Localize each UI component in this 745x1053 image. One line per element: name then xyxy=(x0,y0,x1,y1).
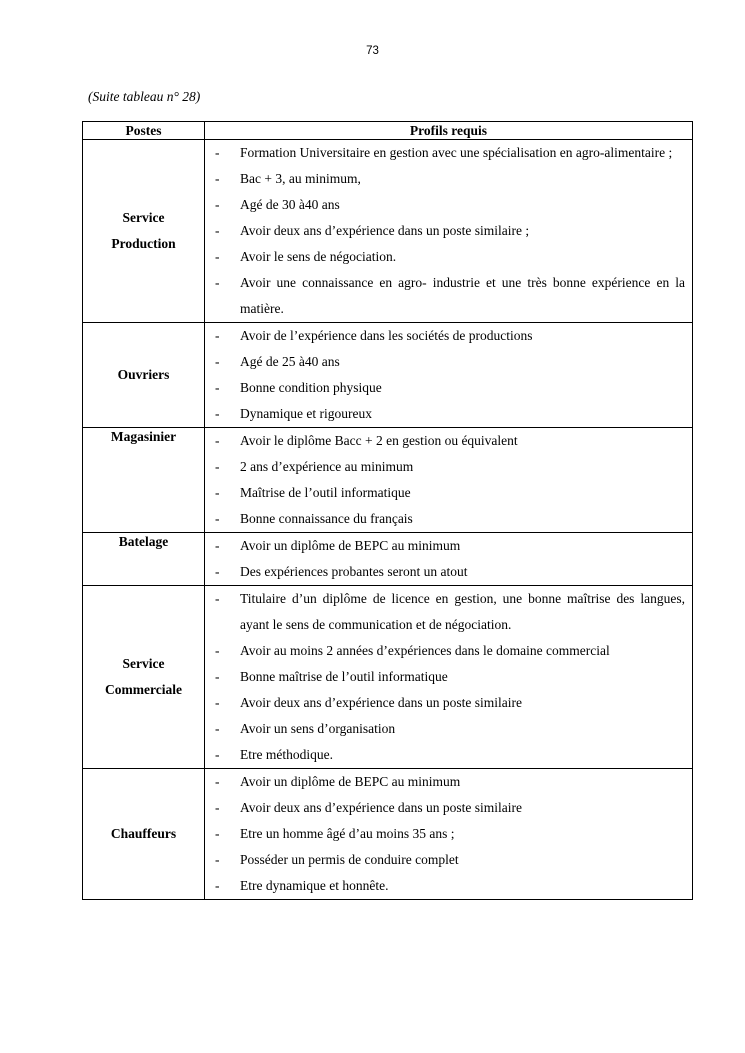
poste-label: Production xyxy=(111,236,176,251)
list-item xyxy=(205,716,685,742)
profil-text: Etre dynamique et honnête. xyxy=(240,878,389,893)
list-item xyxy=(205,795,685,821)
profils-list xyxy=(205,323,685,427)
bullet-dash: - xyxy=(215,878,220,893)
list-item xyxy=(205,270,685,322)
bullet-dash: - xyxy=(215,328,220,343)
profils-list xyxy=(205,586,685,768)
poste-cell xyxy=(83,769,205,900)
profil-text: Avoir un diplôme de BEPC au minimum xyxy=(240,774,461,789)
profil-text: Avoir un diplôme de BEPC au minimum xyxy=(240,538,461,553)
profils-cell xyxy=(205,140,693,323)
bullet-dash: - xyxy=(215,406,220,421)
header-postes: Postes xyxy=(83,122,205,140)
poste-label: Service xyxy=(122,656,165,671)
bullet-dash: - xyxy=(215,171,220,186)
profil-text: Avoir une connaissance en agro- industrie et une très bonne expérience en la matière. xyxy=(240,275,685,316)
list-item xyxy=(205,586,685,638)
poste-cell xyxy=(83,323,205,428)
poste-label: Batelage xyxy=(118,534,169,549)
bullet-dash: - xyxy=(215,485,220,500)
bullet-dash: - xyxy=(215,643,220,658)
list-item xyxy=(205,140,685,166)
poste-label: Service xyxy=(122,210,165,225)
profil-text: Avoir le sens de négociation. xyxy=(240,249,397,264)
list-item xyxy=(205,375,685,401)
table-row xyxy=(83,533,693,586)
list-item xyxy=(205,638,685,664)
list-item xyxy=(205,166,685,192)
bullet-dash: - xyxy=(215,538,220,553)
list-item xyxy=(205,428,685,454)
bullet-dash: - xyxy=(215,145,220,160)
profil-text: Posséder un permis de conduire complet xyxy=(240,852,459,867)
list-item xyxy=(205,480,685,506)
bullet-dash: - xyxy=(215,591,220,606)
profil-text: Bonne condition physique xyxy=(240,380,382,395)
list-item xyxy=(205,401,685,427)
list-item xyxy=(205,847,685,873)
list-item xyxy=(205,559,685,585)
list-item xyxy=(205,218,685,244)
bullet-dash: - xyxy=(215,511,220,526)
profils-cell xyxy=(205,533,693,586)
bullet-dash: - xyxy=(215,826,220,841)
table-caption: (Suite tableau n° 28) xyxy=(88,89,201,104)
table-body xyxy=(83,140,693,900)
poste-label: Ouvriers xyxy=(117,367,170,382)
list-item xyxy=(205,454,685,480)
page-number: 73 xyxy=(366,45,379,57)
list-item xyxy=(205,742,685,768)
profil-text: Avoir deux ans d’expérience dans un poste similaire xyxy=(240,695,523,710)
table-row xyxy=(83,586,693,769)
bullet-dash: - xyxy=(215,774,220,789)
list-item xyxy=(205,533,685,559)
profil-text: Dynamique et rigoureux xyxy=(240,406,372,421)
table-row xyxy=(83,769,693,900)
poste-cell xyxy=(83,533,205,586)
poste-cell xyxy=(83,586,205,769)
bullet-dash: - xyxy=(215,459,220,474)
profil-text: Avoir de l’expérience dans les sociétés de productions xyxy=(240,328,533,343)
bullet-dash: - xyxy=(215,747,220,762)
profils-cell xyxy=(205,769,693,900)
list-item xyxy=(205,821,685,847)
profils-list xyxy=(205,533,685,585)
bullet-dash: - xyxy=(215,354,220,369)
bullet-dash: - xyxy=(215,669,220,684)
list-item xyxy=(205,690,685,716)
list-item xyxy=(205,192,685,218)
bullet-dash: - xyxy=(215,695,220,710)
profils-cell xyxy=(205,428,693,533)
bullet-dash: - xyxy=(215,800,220,815)
bullet-dash: - xyxy=(215,564,220,579)
poste-cell xyxy=(83,140,205,323)
profil-text: Etre un homme âgé d’au moins 35 ans ; xyxy=(240,826,455,841)
profil-text: Avoir deux ans d’expérience dans un poste similaire xyxy=(240,800,523,815)
bullet-dash: - xyxy=(215,433,220,448)
profils-cell xyxy=(205,323,693,428)
profil-text: Agé de 30 à40 ans xyxy=(240,197,340,212)
table-row xyxy=(83,140,693,323)
bullet-dash: - xyxy=(215,275,220,290)
list-item xyxy=(205,323,685,349)
bullet-dash: - xyxy=(215,223,220,238)
list-item xyxy=(205,506,685,532)
profils-cell xyxy=(205,586,693,769)
list-item xyxy=(205,664,685,690)
bullet-dash: - xyxy=(215,852,220,867)
table-header-row xyxy=(83,122,693,140)
profil-text: Avoir le diplôme Bacc + 2 en gestion ou équivalent xyxy=(240,433,518,448)
bullet-dash: - xyxy=(215,721,220,736)
profil-text: Etre méthodique. xyxy=(240,747,333,762)
profil-text: Bac + 3, au minimum, xyxy=(240,171,361,186)
profils-list xyxy=(205,769,685,899)
profiles-table xyxy=(82,121,693,900)
bullet-dash: - xyxy=(215,197,220,212)
bullet-dash: - xyxy=(215,380,220,395)
profil-text: Avoir un sens d’organisation xyxy=(240,721,396,736)
profil-text: Agé de 25 à40 ans xyxy=(240,354,340,369)
poste-cell xyxy=(83,428,205,533)
table-row xyxy=(83,428,693,533)
profil-text: Des expériences probantes seront un atout xyxy=(240,564,468,579)
profil-text: Bonne maîtrise de l’outil informatique xyxy=(240,669,448,684)
poste-label: Chauffeurs xyxy=(110,826,177,841)
profil-text: Formation Universitaire en gestion avec une spécialisation en agro-alimentaire ; xyxy=(240,145,673,160)
bullet-dash: - xyxy=(215,249,220,264)
profil-text: Avoir deux ans d’expérience dans un poste similaire ; xyxy=(240,223,530,238)
list-item xyxy=(205,873,685,899)
profils-list xyxy=(205,140,685,322)
profil-text: 2 ans d’expérience au minimum xyxy=(240,459,414,474)
profil-text: Maîtrise de l’outil informatique xyxy=(240,485,411,500)
profil-text: Titulaire d’un diplôme de licence en gestion, une bonne maîtrise des langues, ayant le sens de communication et de négociation. xyxy=(240,591,685,632)
profil-text: Bonne connaissance du français xyxy=(240,511,413,526)
poste-label: Commerciale xyxy=(105,682,182,697)
table-row xyxy=(83,323,693,428)
profil-text: Avoir au moins 2 années d’expériences dans le domaine commercial xyxy=(240,643,610,658)
poste-label: Magasinier xyxy=(110,429,177,444)
list-item xyxy=(205,349,685,375)
header-profils-requis: Profils requis xyxy=(205,122,693,140)
list-item xyxy=(205,769,685,795)
list-item xyxy=(205,244,685,270)
profils-list xyxy=(205,428,685,532)
